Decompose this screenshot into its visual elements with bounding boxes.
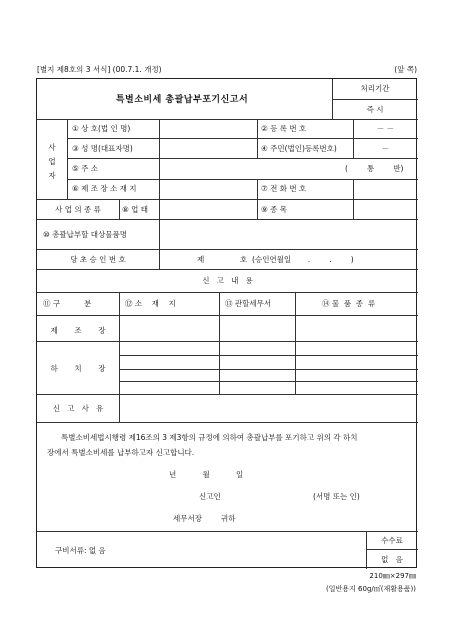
business-type-label: 사 업 의 종 류: [55, 205, 101, 214]
form-number: [별지 제8호의 3 서식] (00.7.1. 개정): [37, 65, 162, 74]
applicant-section-label: 사 업 자: [48, 143, 56, 180]
approval-number-value: 제 호 (승인연월일 . . ): [197, 255, 354, 264]
representative-name-label: ③ 성 명(대표자명): [72, 144, 133, 153]
row-warehouse-label: 하 치 장: [50, 364, 106, 373]
form-title: 특별소비세 총괄납부포기신고서: [115, 95, 249, 105]
declaration-text-line2: 장에서 특별소비세를 납부하고자 신고합니다.: [47, 448, 195, 457]
col-header-location: ⑫ 소 재 지: [125, 299, 176, 308]
business-name-label: ① 상 호(법 인 명): [72, 124, 131, 133]
business-category-label: ⑧ 업 태: [122, 205, 148, 214]
reporter-label: 신고인: [199, 492, 221, 501]
report-contents-heading: 신 고 내 용: [202, 276, 253, 285]
page-side-label: (앞 쪽): [394, 65, 417, 74]
row-factory-label: 제 조 장: [50, 326, 106, 335]
registration-number-value: － －: [376, 124, 395, 133]
processing-period-value: 즉 시: [366, 105, 384, 114]
col-header-goods-type: ⑭ 물 품 종 류: [322, 299, 376, 308]
paper-size: 210㎜×297㎜: [369, 572, 416, 580]
declaration-text-line1: 특별소비세법시행령 제16조의 3 제3항의 규정에 의하여 총괄납부를 포기하고 위의 각 하치: [61, 433, 358, 442]
approval-number-label: 당 초 승 인 번 호: [70, 255, 126, 264]
address-label: ⑤ 주 소: [72, 164, 98, 173]
address-tong-ban: ( 통 반): [345, 164, 404, 173]
col-header-category: ⑪ 구 분: [43, 299, 92, 308]
fee-value: 없 음: [381, 555, 403, 564]
resident-number-value: －: [381, 144, 390, 153]
col-header-tax-office: ⑬ 관할세무서: [225, 299, 272, 308]
business-item-label: ⑨ 종 목: [261, 205, 287, 214]
registration-number-label: ② 등 록 번 호: [261, 124, 307, 133]
resident-number-label: ④ 주민(법인)등록번호): [261, 144, 337, 153]
signature-hint: (서명 또는 인): [313, 492, 360, 501]
factory-location-label: ⑥ 제 조 장 소 재 지: [72, 184, 137, 193]
paper-spec: (일반용지 60g/㎡(재활용품)): [326, 585, 416, 593]
processing-period-label: 처리기간: [360, 84, 390, 93]
attachments-label: 구비서류: 없 음: [55, 546, 106, 555]
declaration-date: 년 월 일: [169, 470, 244, 479]
phone-number-label: ⑦ 전 화 번 호: [261, 184, 307, 193]
report-form: [36, 78, 417, 568]
fee-label: 수수료: [381, 536, 403, 545]
products-label: ⑩ 총괄납부할 대상물품명: [43, 230, 127, 239]
tax-office-addressee: 세무서장 귀하: [173, 514, 236, 523]
report-reason-label: 신 고 사 유: [52, 404, 104, 413]
